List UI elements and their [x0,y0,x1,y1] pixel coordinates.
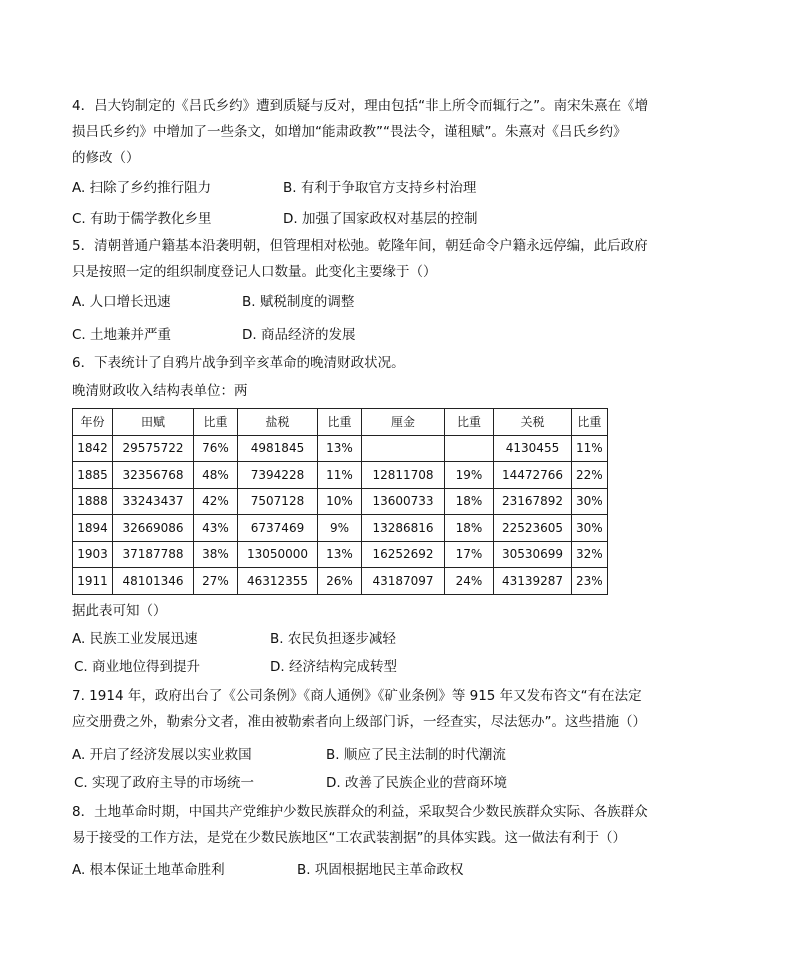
table-cell: 1894 [73,515,113,542]
question-5-option-a: A. 人口增长迅速 [72,294,171,310]
table-cell: 30530699 [494,541,572,568]
table-cell: 48% [194,462,238,489]
question-7-line-2: 应交册费之外，勒索分文者，准由被勒索者向上级部门诉，一经查实，尽法惩办”。这些措施（） [72,714,646,730]
table-cell: 4130455 [494,435,572,462]
table-cell: 9% [318,515,362,542]
question-7-option-a: A. 开启了经济发展以实业救国 [72,747,252,763]
table-header-row [73,409,608,436]
question-6-option-d: D. 经济结构完成转型 [270,659,397,675]
table-cell: 11% [572,435,608,462]
table-cell: 42% [194,488,238,515]
question-4-option-d: D. 加强了国家政权对基层的控制 [283,211,478,227]
question-8 [72,799,712,851]
table-cell: 37187788 [113,541,194,568]
table-cell: 76% [194,435,238,462]
table-cell: 43139287 [494,568,572,595]
question-4-option-a: A. 扫除了乡约推行阻力 [72,180,212,196]
table-cell: 7507128 [238,488,318,515]
table-cell: 32% [572,541,608,568]
table-cell: 17% [445,541,494,568]
table-cell: 46312355 [238,568,318,595]
table-row [73,541,608,568]
question-4-line-1: 4．吕大钧制定的《吕氏乡约》遭到质疑与反对，理由包括“非上所令而辄行之”。南宋朱熹在《增 [72,98,649,114]
table-cell: 11% [318,462,362,489]
table-header-cell: 盐税 [238,409,318,436]
table-header-cell: 年份 [73,409,113,436]
table-cell: 30% [572,488,608,515]
table-cell: 4981845 [238,435,318,462]
table-cell: 13% [318,435,362,462]
table-cell: 10% [318,488,362,515]
table-cell: 24% [445,568,494,595]
table-cell: 18% [445,515,494,542]
question-6-line: 6．下表统计了自鸦片战争到辛亥革命的晚清财政状况。 [72,355,405,371]
table-cell: 33243437 [113,488,194,515]
table-header-cell: 田赋 [113,409,194,436]
table-cell: 13% [318,541,362,568]
question-4-line-3: 的修改（） [72,150,140,166]
question-4-option-c: C. 有助于儒学教化乡里 [72,211,212,227]
question-4-line-2: 损吕氏乡约》中增加了一些条文，如增加“能肃政教”“畏法令，谨租赋”。朱熹对《吕氏乡约》 [72,124,627,140]
table-row [73,462,608,489]
table-cell: 7394228 [238,462,318,489]
table-cell: 1888 [73,488,113,515]
table-header-cell: 比重 [194,409,238,436]
table-row [73,488,608,515]
table-cell: 1911 [73,568,113,595]
table-cell: 1885 [73,462,113,489]
question-7-option-d: D. 改善了民族企业的营商环境 [326,775,507,791]
question-4 [72,93,712,171]
question-8-line-1: 8．土地革命时期，中国共产党维护少数民族群众的利益，采取契合少数民族群众实际、各族群众 [72,804,648,820]
table-cell: 23167892 [494,488,572,515]
question-8-option-a: A. 根本保证土地革命胜利 [72,862,225,878]
question-6-option-c: C. 商业地位得到提升 [74,659,201,675]
table-cell [362,435,445,462]
table-cell: 12811708 [362,462,445,489]
table-cell: 19% [445,462,494,489]
table-header-cell: 比重 [318,409,362,436]
table-cell: 22% [572,462,608,489]
question-7 [72,683,712,735]
question-5-option-d: D. 商品经济的发展 [242,327,356,343]
question-8-option-b: B. 巩固根据地民主革命政权 [297,862,464,878]
table-row [73,515,608,542]
question-6-option-b: B. 农民负担逐步减轻 [270,631,396,647]
table-cell: 23% [572,568,608,595]
table-cell: 26% [318,568,362,595]
table-cell: 13286816 [362,515,445,542]
question-6-option-a: A. 民族工业发展迅速 [72,631,198,647]
question-5-line-1: 5．清朝普通户籍基本沿袭明朝，但管理相对松弛。乾隆年间，朝廷命令户籍永远停编，此后政府 [72,238,648,254]
question-5-option-b: B. 赋税制度的调整 [242,294,355,310]
table-cell: 1903 [73,541,113,568]
table-cell: 48101346 [113,568,194,595]
table-cell: 16252692 [362,541,445,568]
question-5 [72,233,712,285]
table-cell: 18% [445,488,494,515]
table-cell: 13050000 [238,541,318,568]
table-cell: 22523605 [494,515,572,542]
table-cell: 6737469 [238,515,318,542]
question-6-prompt: 据此表可知（） [72,603,167,619]
table-header-cell: 关税 [494,409,572,436]
table-caption: 晚清财政收入结构表单位：两 [72,383,248,399]
question-5-line-2: 只是按照一定的组织制度登记人口数量。此变化主要缘于（） [72,264,437,280]
question-6 [72,350,712,376]
table-cell: 43187097 [362,568,445,595]
table-header-cell: 比重 [572,409,608,436]
table-cell: 29575722 [113,435,194,462]
table-row [73,435,608,462]
finance-table [72,408,608,595]
table-row [73,568,608,595]
table-cell [445,435,494,462]
question-5-option-c: C. 土地兼并严重 [72,327,172,343]
question-8-line-2: 易于接受的工作方法，是党在少数民族地区“工农武装割据”的具体实践。这一做法有利于（） [72,830,626,846]
table-cell: 38% [194,541,238,568]
table-cell: 27% [194,568,238,595]
table-cell: 1842 [73,435,113,462]
question-7-line-1: 7. 1914 年，政府出台了《公司条例》《商人通例》《矿业条例》等 915 年又发布咨文“有在法定 [72,688,642,704]
table-cell: 32356768 [113,462,194,489]
table-cell: 14472766 [494,462,572,489]
question-7-option-b: B. 顺应了民主法制的时代潮流 [326,747,506,763]
table-header-cell: 厘金 [362,409,445,436]
table-cell: 30% [572,515,608,542]
table-cell: 32669086 [113,515,194,542]
table-header-cell: 比重 [445,409,494,436]
question-7-option-c: C. 实现了政府主导的市场统一 [74,775,255,791]
table-cell: 43% [194,515,238,542]
table-cell: 13600733 [362,488,445,515]
question-4-option-b: B. 有利于争取官方支持乡村治理 [283,180,477,196]
